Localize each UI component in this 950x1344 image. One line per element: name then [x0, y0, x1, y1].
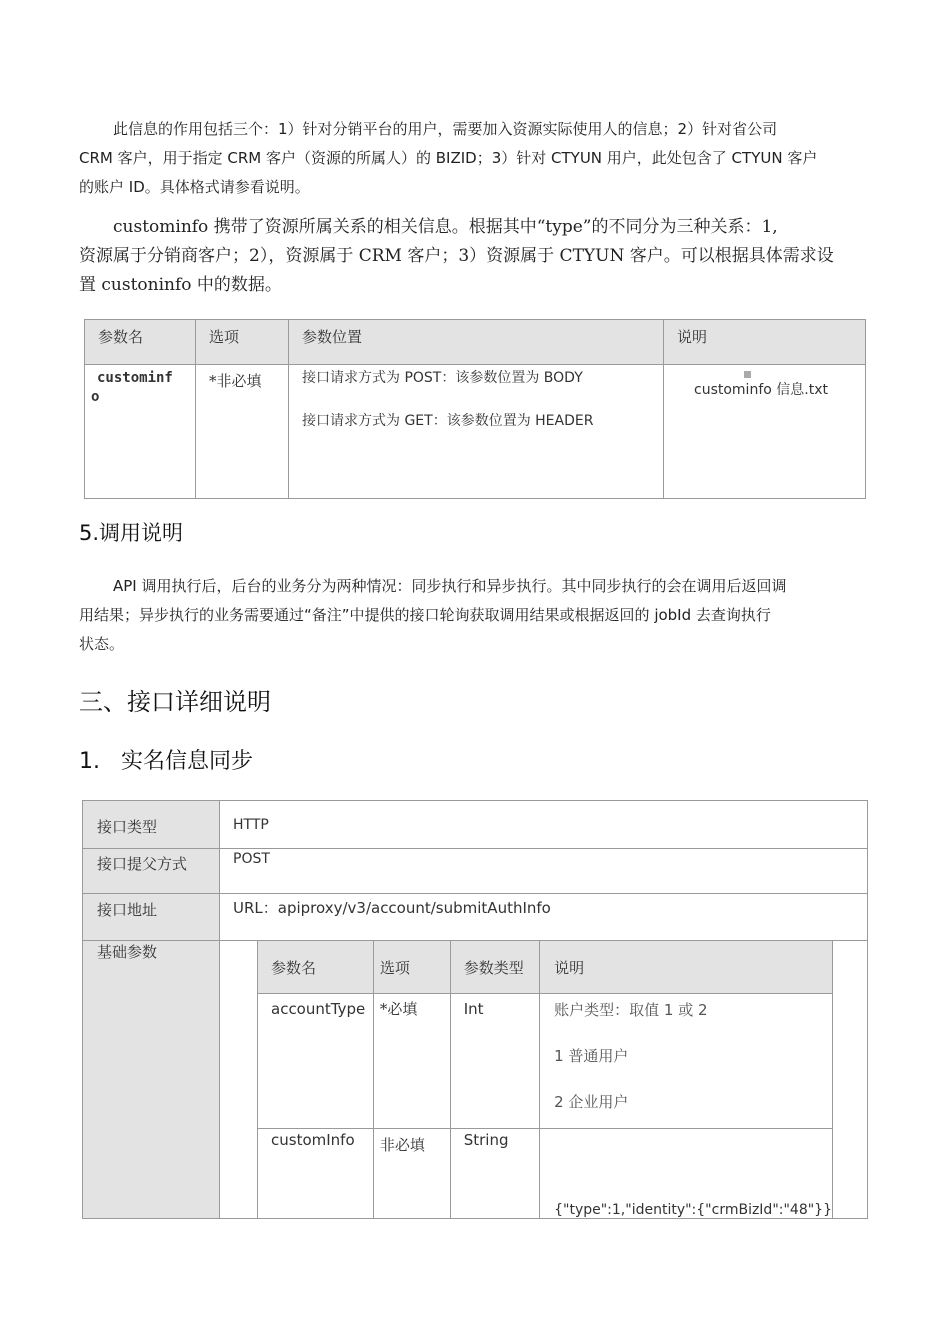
intro-p2-line2: 资源属于分销商客户；2），资源属于 CRM 客户；3）资源属于 CTYUN 客户。可以根据具体需求设 [79, 246, 834, 266]
row1-desc-line1: 账户类型：取值 1 或 2 [554, 1001, 708, 1019]
row1-desc-line2: 1 普通用户 [554, 1047, 629, 1065]
param-header-desc: 说明 [664, 320, 866, 365]
param-name-cell [85, 365, 196, 499]
row1-name: accountType [258, 994, 374, 1129]
param-table [84, 319, 866, 499]
table-row [258, 1129, 833, 1219]
inner-header-name: 参数名 [258, 941, 374, 994]
api-url-label: 接口地址 [97, 901, 158, 919]
row1-desc [540, 994, 833, 1129]
intro-p1-line3: 的账户 ID。具体格式请参看说明。 [79, 178, 310, 196]
row2-name: customInfo [258, 1129, 374, 1219]
intro-p1-line1: 此信息的作用包括三个：1）针对分销平台的用户，需要加入资源实际使用人的信息；2）针对省公司 [113, 120, 778, 138]
row1-option: *必填 [373, 994, 450, 1129]
row1-desc-line3: 2 企业用户 [554, 1093, 629, 1111]
section5-line3: 状态。 [79, 635, 125, 653]
inner-header-desc: 说明 [540, 941, 833, 994]
param-attachment-cell[interactable] [664, 365, 866, 499]
param-option-cell: *非必填 [196, 365, 289, 499]
row2-option: 非必填 [373, 1129, 450, 1219]
param-position-cell [289, 365, 664, 499]
section5-line1: API 调用执行后，后台的业务分为两种情况：同步执行和异步执行。其中同步执行的会在调用后返回调 [113, 577, 787, 595]
api-method-value: POST [233, 851, 270, 867]
row2-type: String [450, 1129, 539, 1219]
file-icon [744, 371, 751, 378]
param-header-option: 选项 [196, 320, 289, 365]
table-row [258, 994, 833, 1129]
intro-paragraph-1 [79, 115, 879, 202]
row1-type: Int [450, 994, 539, 1129]
param-header-position: 参数位置 [289, 320, 664, 365]
inner-header-type: 参数类型 [450, 941, 539, 994]
param-name-line2: o [91, 389, 100, 405]
param-name-line1: custominf [97, 370, 173, 386]
base-params-table [257, 940, 833, 1219]
inner-header-option: 选项 [373, 941, 450, 994]
chapter-3-title: 三、接口详细说明 [79, 688, 271, 716]
section-5-paragraph [79, 572, 879, 659]
param-position-get: 接口请求方式为 GET：该参数位置为 HEADER [302, 413, 594, 429]
param-header-name: 参数名 [85, 320, 196, 365]
attachment-label[interactable]: custominfo 信息.txt [694, 382, 828, 398]
api-type-value: HTTP [233, 817, 269, 833]
intro-paragraph-2 [79, 213, 879, 300]
api-method-label: 接口提父方式 [97, 855, 188, 873]
section-5-title: 5.调用说明 [79, 521, 184, 545]
api-type-label: 接口类型 [97, 818, 158, 836]
api-table [82, 800, 868, 1219]
api-url-value[interactable]: URL：apiproxy/v3/account/submitAuthInfo [233, 899, 551, 917]
row2-desc: {"type":1,"identity":{"crmBizId":"48"}} [540, 1129, 833, 1219]
intro-p2-line3: 置 custoninfo 中的数据。 [79, 275, 282, 295]
section5-line2: 用结果；异步执行的业务需要通过“备注”中提供的接口轮询获取调用结果或根据返回的 jobId 去查询执行 [79, 606, 771, 624]
param-position-post: 接口请求方式为 POST：该参数位置为 BODY [302, 370, 583, 386]
section-1-title: 1. 实名信息同步 [79, 749, 253, 774]
intro-p2-line1: custominfo 携带了资源所属关系的相关信息。根据其中“type”的不同分为三种关系：1, [113, 217, 778, 237]
api-base-label: 基础参数 [97, 943, 158, 961]
intro-p1-line2: CRM 客户，用于指定 CRM 客户（资源的所属人）的 BIZID；3）针对 CTYUN 用户，此处包含了 CTYUN 客户 [79, 149, 818, 167]
